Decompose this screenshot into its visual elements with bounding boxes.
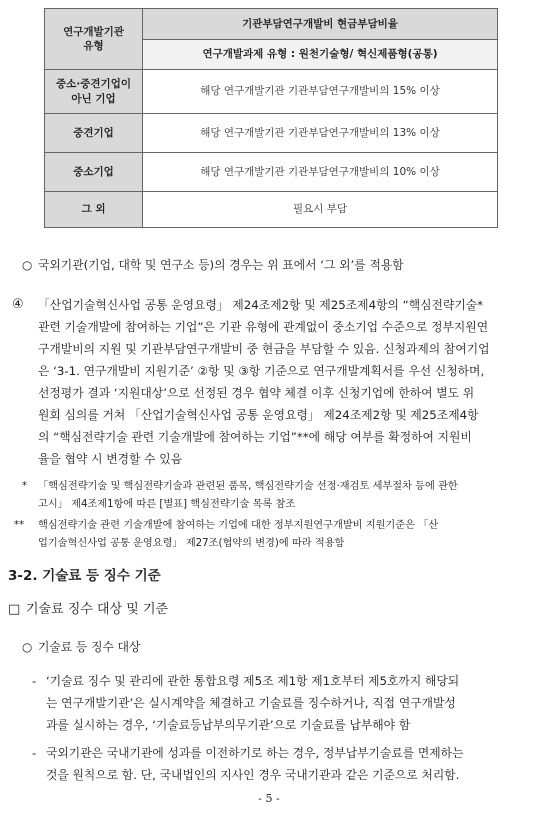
footnote-marker: *	[22, 481, 28, 492]
row-value: 해당 연구개발기관 기관부담연구개발비의 15% 이상	[143, 70, 498, 114]
page-number: - 5 -	[258, 792, 280, 805]
table-row	[45, 192, 498, 228]
item-number-marker: ④	[12, 297, 24, 312]
table-row	[45, 70, 498, 114]
paragraph-line: 의 “핵심전략기술 관련 기술개발에 참여하는 기업”**에 해당 여부를 확정하여 지원비	[38, 430, 472, 444]
row-value: 필요시 부담	[143, 192, 498, 228]
table-row	[45, 153, 498, 192]
paragraph-line: 관련 기술개발에 참여하는 기업”은 기관 유형에 관계없이 중소기업 수준으로 정부지원연	[38, 320, 489, 334]
table-row	[45, 114, 498, 153]
row-type: 중견기업	[45, 114, 143, 153]
row-type: 중소기업	[45, 153, 143, 192]
paragraph-line: 은 ‘3-1. 연구개발비 지원기준’ ②항 및 ③항 기준으로 연구개발계획서를 우선 신청하며,	[38, 364, 485, 378]
dash-line: ‘기술료 징수 및 관리에 관한 통합요령 제5조 제1항 제1호부터 제5호까지 해당되	[46, 674, 460, 688]
section-title: 3-2. 기술료 등 징수 기준	[8, 568, 161, 584]
footnote-marker: **	[14, 520, 25, 531]
paragraph-line: 선정평가 결과 ‘지원대상’으로 선정된 경우 협약 체결 이후 신청기업에 한하여 별도 위	[38, 386, 475, 400]
footnote-line: 「핵심전략기술 및 핵심전략기술과 관련된 품목, 핵심전략기술 선정·재검토 세부절차 등에 관한	[38, 481, 458, 492]
paragraph-line: 율을 협약 시 변경할 수 있음	[38, 452, 183, 466]
footnote-line: 고시」 제4조제1항에 따른 [별표] 핵심전략기술 목록 참조	[38, 499, 296, 510]
subsection-marker: □	[8, 602, 21, 617]
dash-marker: -	[32, 746, 37, 760]
dash-line: 것을 원칙으로 함. 단, 국내법인의 지사인 경우 국내기관과 같은 기준으로 처리함.	[46, 768, 460, 782]
paragraph-line: 구개발비의 지원 및 기관부담연구개발비 중 현금을 부담할 수 있음. 신청과제의 참여기업	[38, 342, 490, 356]
bullet-marker: ○	[22, 640, 33, 654]
dash-line: 는 연구개발기관’은 실시계약을 체결하고 기술료를 징수하거나, 직접 연구개발성	[46, 696, 456, 710]
row-value: 해당 연구개발기관 기관부담연구개발비의 10% 이상	[143, 153, 498, 192]
bullet-text: 기술료 등 징수 대상	[38, 640, 141, 654]
dash-marker: -	[32, 674, 37, 688]
row-value: 해당 연구개발기관 기관부담연구개발비의 13% 이상	[143, 114, 498, 153]
subsection-title: 기술료 징수 대상 및 기준	[26, 602, 169, 617]
dash-line: 국외기관은 국내기관에 성과를 이전하기로 하는 경우, 정부납부기술료를 면제하는	[46, 746, 464, 760]
bullet-marker: ○	[22, 258, 33, 272]
paragraph-line: 「산업기술혁신사업 공통 운영요령」 제24조제2항 및 제25조제4항의 “핵심전략기술*	[38, 298, 484, 312]
cash-ratio-table	[44, 8, 498, 228]
footnote-line: 업기술혁신사업 공통 운영요령」 제27조(협약의 변경)에 따라 적용함	[38, 538, 345, 549]
row-type: 그 외	[45, 192, 143, 228]
note-foreign-institutions: 국외기관(기업, 대학 및 연구소 등)의 경우는 위 표에서 ‘그 외’를 적용함	[38, 258, 404, 272]
dash-line: 과를 실시하는 경우, ‘기술료등납부의무기관’으로 기술료를 납부해야 함	[46, 718, 411, 732]
row-type: 중소·중견기업이 아닌 기업	[45, 70, 143, 114]
footnote-line: 핵심전략기술 관련 기술개발에 참여하는 기업에 대한 정부지원연구개발비 지원기준은 「산	[38, 520, 439, 531]
table-header-org-type: 연구개발기관 유형	[45, 9, 143, 70]
paragraph-line: 원회 심의를 거쳐 「산업기술혁신사업 공통 운영요령」 제24조제2항 및 제25조제4항	[38, 408, 479, 422]
table-subheader-task-type: 연구개발과제 유형 : 원천기술형/ 혁신제품형(공통)	[143, 40, 498, 70]
table-header-cash-ratio: 기관부담연구개발비 현금부담비율	[143, 9, 498, 40]
